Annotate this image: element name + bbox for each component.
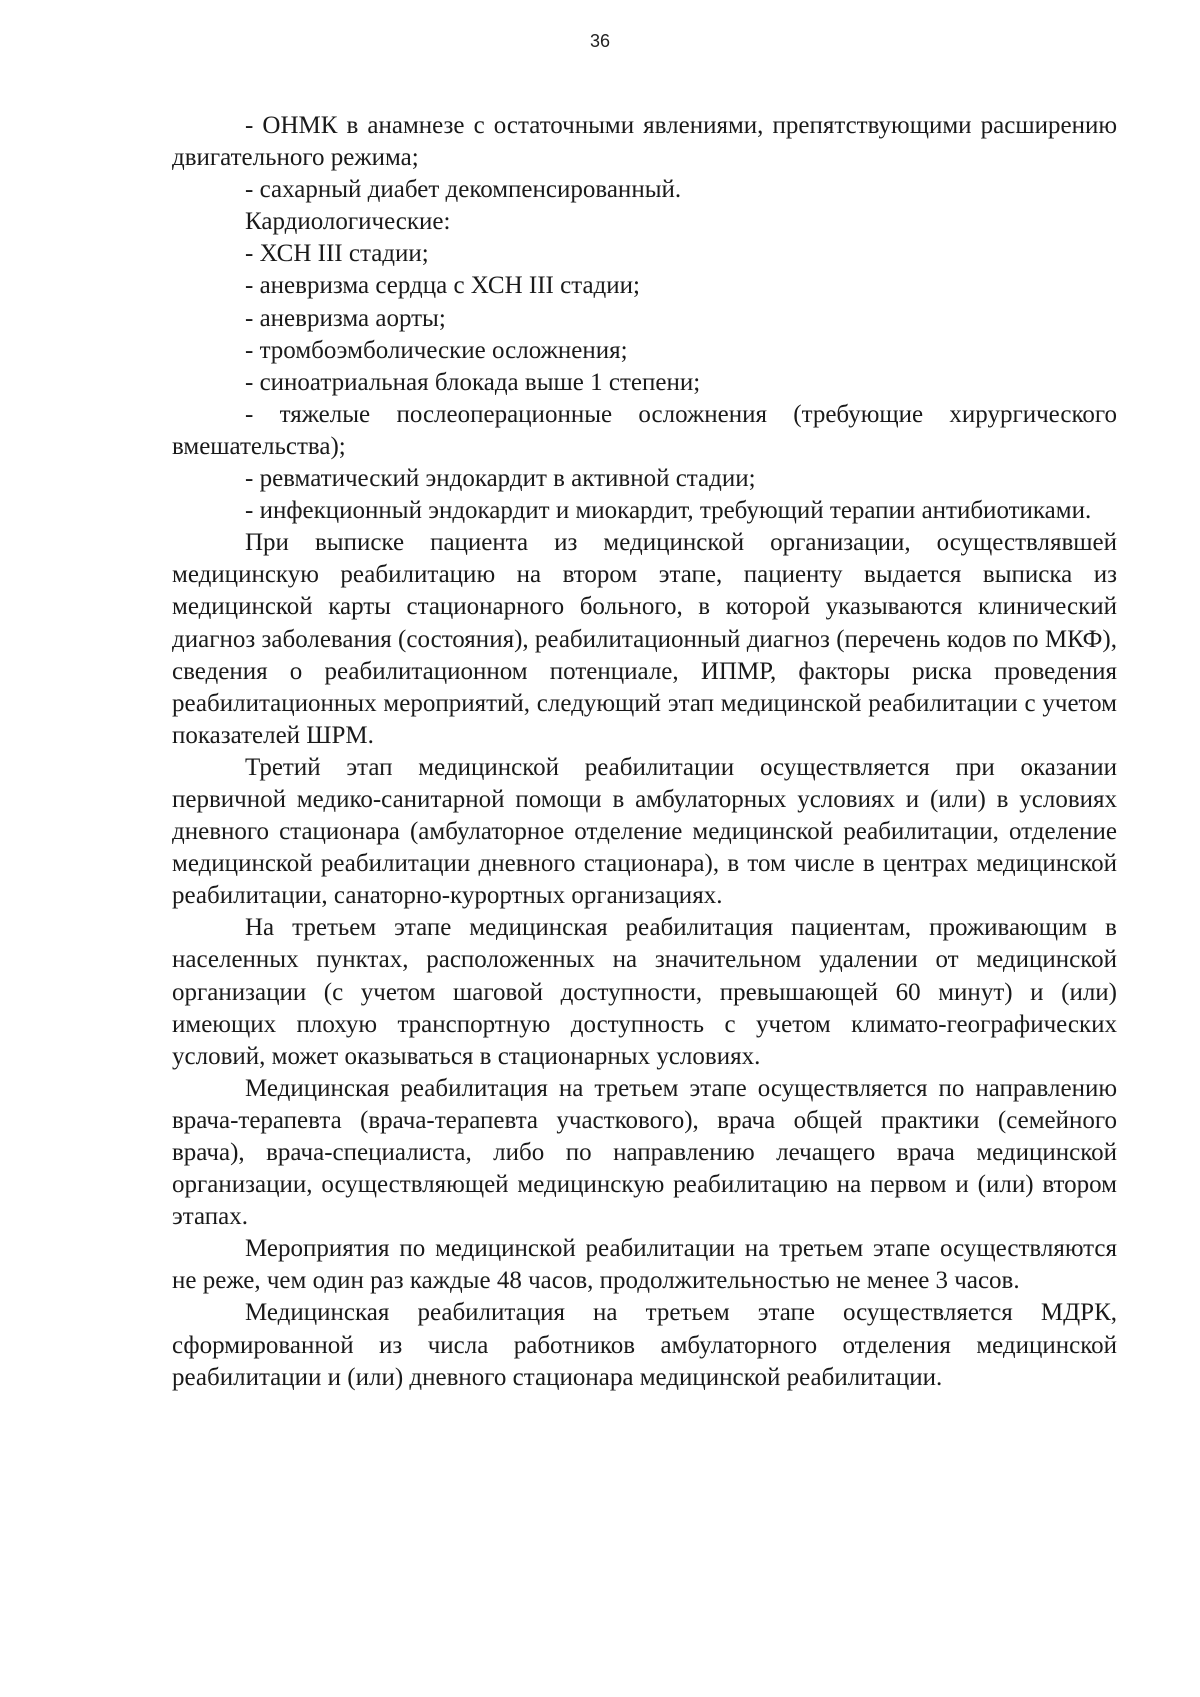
paragraph-third-stage-referral: Медицинская реабилитация на третьем этапе осуществляется по направлению врача-терапевта (врача-терапевта участкового), врача общей практики (семейного врача), врача-специалиста, либо по направлению лечащего врача медицинской организации, осуществляющей медицинскую реабилитацию на первом и (или) втором этапах. (172, 1074, 1117, 1231)
paragraph-contraindication-onmk: - ОНМК в анамнезе с остаточными явлениями, препятствующими расширению двигательного режима; (172, 112, 1117, 172)
paragraph-cardio-infective-endocarditis: - инфекционный эндокардит и миокардит, требующий терапии антибиотиками. (245, 497, 1092, 525)
paragraph-third-stage-mdrk: Медицинская реабилитация на третьем этапе осуществляется МДРК, сформированной из числа работников амбулаторного отделения медицинской реабилитации и (или) дневного стационара медицинской реабилитации. (172, 1299, 1117, 1391)
page-number: 36 (589, 31, 611, 51)
paragraph-third-stage-frequency: Мероприятия по медицинской реабилитации на третьем этапе осуществляются не реже, чем один раз каждые 48 часов, продолжительностью не менее 3 часов. (172, 1235, 1117, 1295)
paragraph-cardio-aortic-aneurysm: - аневризма аорты; (245, 304, 446, 332)
paragraph-contraindication-diabetes: - сахарный диабет декомпенсированный. (245, 176, 682, 204)
paragraph-cardio-sinoatrial-block: - синоатриальная блокада выше 1 степени; (245, 368, 701, 396)
paragraph-third-stage-remote-patients: На третьем этапе медицинская реабилитация пациентам, проживающим в населенных пунктах, расположенных на значительном удалении от медицинской организации (с учетом шаговой доступности, превышающей 60 минут) и (или) имеющих плохую транспортную доступность с учетом климато-географических условий, может оказываться в стационарных условиях. (172, 914, 1117, 1070)
paragraph-third-stage-definition: Третий этап медицинской реабилитации осуществляется при оказании первичной медико-санитарной помощи в амбулаторных условиях и (или) в условиях дневного стационара (амбулаторное отделение медицинской реабилитации, отделение медицинской реабилитации дневного стационара), в том числе в центрах медицинской реабилитации, санаторно-курортных организациях. (172, 753, 1117, 910)
paragraph-cardio-thromboembolic: - тромбоэмболические осложнения; (245, 336, 628, 364)
paragraph-cardio-hsn: - ХСН III стадии; (245, 240, 429, 268)
paragraph-cardio-rheumatic-endocarditis: - ревматический эндокардит в активной стадии; (245, 465, 756, 493)
document-body (172, 110, 1117, 1394)
paragraph-cardio-heart-aneurysm: - аневризма сердца с ХСН III стадии; (245, 272, 640, 300)
paragraph-cardiological-heading: Кардиологические: (245, 208, 451, 236)
paragraph-discharge-summary: При выписке пациента из медицинской организации, осуществлявшей медицинскую реабилитацию на втором этапе, пациенту выдается выписка из медицинской карты стационарного больного, в которой указываются клинический диагноз заболевания (состояния), реабилитационный диагноз (перечень кодов по МКФ), сведения о реабилитационном потенциале, ИПМР, факторы риска проведения реабилитационных мероприятий, следующий этап медицинской реабилитации с учетом показателей ШРМ. (172, 529, 1117, 749)
paragraph-cardio-postoperative: - тяжелые послеоперационные осложнения (требующие хирургического вмешательства); (172, 400, 1117, 460)
